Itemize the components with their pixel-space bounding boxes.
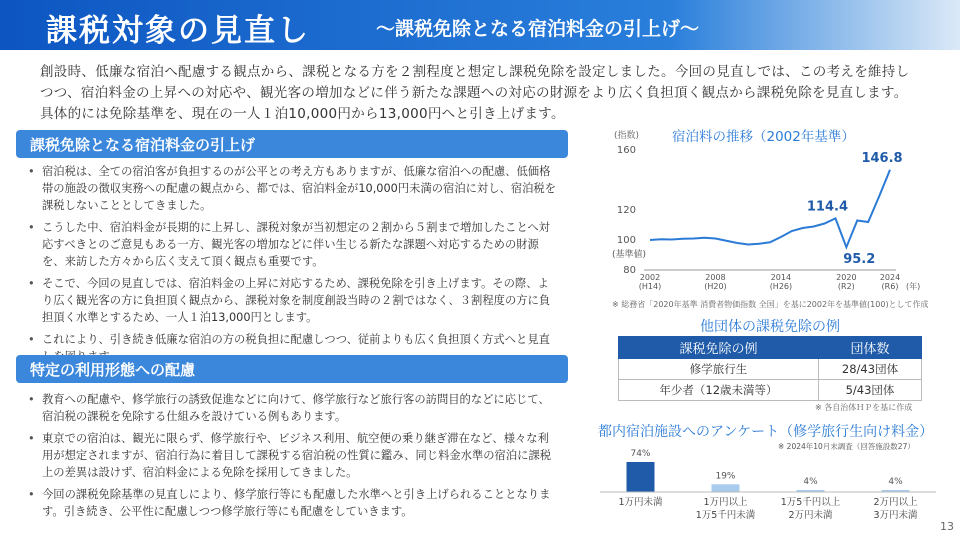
x-tick-label: 2024 bbox=[879, 273, 901, 282]
page-subtitle: ～課税免除となる宿泊料金の引上げ～ bbox=[376, 18, 700, 40]
bullet-item: • こうした中、宿泊料金が長期的に上昇し、課税対象が当初想定の２割から５割まで増加したことへ対応すべきとのご意見もある一方、観光客の増加などに伴い生じる新たな課題へ対応するための財源を、来訪した方々から広く支えて頂く観点も重要です。 bbox=[28, 219, 558, 270]
x-tick-label: 2014 bbox=[770, 273, 792, 282]
bullet-item: • これにより、引き続き低廉な宿泊の方の税負担に配慮しつつ、従前よりも広く負担頂く方式へと見直 bbox=[28, 331, 558, 365]
x-tick-sublabel: (H20) bbox=[704, 282, 727, 291]
bullet-item: • 宿泊税は、全ての宿泊客が負担するのが公平との考え方もありますが、低廉な宿泊への配慮、低価格帯の施設の徴収実務への配慮の観点から、都では、宿泊料金が10,000円未満の宿泊に対し、宿泊税を課税しないこととしてきました。 bbox=[28, 163, 558, 214]
other-municipalities-table bbox=[618, 336, 922, 401]
baseline-label: (基準値) bbox=[612, 250, 647, 260]
bullet-item: • 東京での宿泊は、観光に限らず、修学旅行や、ビジネス利用、航空便の乗り継ぎ滞在など、様々な利用が想定されますが、宿泊行為に着目して課税する宿泊税の性質に鑑み、同じ料金水準の宿泊に課税上の差異は設けず、宿泊料金による免除を採用してきました。 bbox=[28, 430, 558, 481]
x-tick-sublabel: (R6) bbox=[881, 282, 899, 291]
x-axis-unit-label: (年) bbox=[906, 282, 921, 291]
x-tick-label: 2002 bbox=[639, 273, 661, 282]
x-tick-sublabel: (R2) bbox=[837, 282, 855, 291]
section-heading-tax-exemption: 課税免除となる宿泊料金の引上げ bbox=[16, 130, 568, 158]
special-usage-bullet-list bbox=[28, 391, 558, 525]
title-bar bbox=[0, 0, 960, 50]
table-cell: 年少者（12歳未満等） bbox=[619, 380, 819, 401]
table-row bbox=[619, 380, 922, 401]
survey-chart-title: 都内宿泊施設へのアンケート（修学旅行生向け料金） bbox=[598, 424, 934, 440]
table-cell: 5/43団体 bbox=[819, 380, 922, 401]
data-point-label: 114.4 bbox=[806, 199, 849, 215]
table-cell: 修学旅行生 bbox=[619, 359, 819, 380]
bar-value-label: 4% bbox=[888, 477, 903, 487]
table-source-note: ※ 各自治体ＨＰを基に作成 bbox=[815, 403, 913, 412]
y-tick-label: 80 bbox=[623, 265, 636, 276]
table-header-cell: 課税免除の例 bbox=[619, 337, 819, 359]
price-index-line-chart bbox=[610, 128, 940, 298]
bar-category-sublabel: 1万5千円未満 bbox=[695, 510, 756, 521]
x-tick-label: 2020 bbox=[836, 273, 857, 282]
table-cell: 28/43団体 bbox=[819, 359, 922, 380]
page-number: 13 bbox=[940, 520, 954, 533]
bar-value-label: 4% bbox=[803, 477, 818, 487]
price-index-series-line bbox=[650, 170, 890, 247]
bar-category-label: 2万円以上 bbox=[873, 497, 918, 508]
bullet-item: • そこで、今回の見直しでは、宿泊料金の上昇に対応するため、課税免除を引き上げます。その際、より広く観光客の方に負担頂く観点から、課税対象を制度創設当時の２割ではなく、３割程度の方に負担頂く水準とするため、一人１泊13,000円とします。 bbox=[28, 275, 558, 326]
table-header-cell: 団体数 bbox=[819, 337, 922, 359]
intro-paragraph: 創設時、低廉な宿泊へ配慮する観点から、課税となる方を２割程度と想定し課税免除を設定しました。今回の見直しでは、この考えを維持しつつ、宿泊料金の上昇への対応や、観光客の増加などに伴う新たな課題への対応の財源をより広く負担頂く観点から課税免除を見直します。具体的には免除基準を、現在の一人１泊10,000円から13,000円へと引き上げます。 bbox=[40, 64, 910, 122]
bar-category-label: 1万円以上 bbox=[703, 497, 748, 508]
line-chart-title: 宿泊料の推移（2002年基準） bbox=[672, 129, 855, 145]
data-point-label: 146.8 bbox=[861, 150, 903, 166]
bar-category-label: 1万円未満 bbox=[618, 497, 663, 508]
survey-bar bbox=[627, 462, 655, 492]
survey-bar bbox=[712, 484, 740, 492]
y-tick-label: 160 bbox=[616, 145, 636, 156]
line-chart-source-note: ※ 総務省「2020年基準 消費者物価指数 全国」を基に2002年を基準値(100)として作成 bbox=[612, 300, 929, 309]
section-heading-special-usage: 特定の利用形態への配慮 bbox=[16, 355, 568, 383]
bullet-item: • 今回の課税免除基準の見直しにより、修学旅行等にも配慮した水準へと引き上げられることとなります。引き続き、公平性に配慮しつつ修学旅行等にも配慮をしていきます。 bbox=[28, 486, 558, 520]
bar-category-sublabel: 2万円未満 bbox=[788, 510, 833, 521]
table-row bbox=[619, 359, 922, 380]
tax-exemption-bullet-list bbox=[28, 163, 558, 370]
bar-value-label: 74% bbox=[630, 449, 651, 459]
bullet-item: • 教育への配慮や、修学旅行の誘致促進などに向けて、修学旅行など旅行客の訪問目的などに応じて、宿泊税の課税を免除する仕組みを設けている例もあります。 bbox=[28, 391, 558, 425]
x-tick-sublabel: (H26) bbox=[769, 282, 793, 291]
y-axis-unit-label: (指数) bbox=[614, 131, 640, 141]
table-title: 他団体の課税免除の例 bbox=[700, 319, 840, 335]
table-header-row bbox=[619, 337, 922, 359]
x-tick-label: 2008 bbox=[705, 273, 726, 282]
page-title: 課税対象の見直し bbox=[46, 13, 310, 49]
y-tick-label: 120 bbox=[616, 205, 636, 216]
y-tick-label: 100 bbox=[616, 235, 636, 246]
bar-category-sublabel: 3万円未満 bbox=[873, 510, 918, 521]
data-point-label: 95.2 bbox=[843, 252, 876, 268]
survey-source-note: ※ 2024年10月末調査（回答施設数27） bbox=[778, 442, 915, 451]
bar-value-label: 19% bbox=[715, 471, 736, 482]
survey-bar-chart bbox=[598, 440, 938, 536]
x-tick-sublabel: (H14) bbox=[638, 282, 662, 291]
bar-category-label: 1万5千円以上 bbox=[780, 497, 841, 508]
